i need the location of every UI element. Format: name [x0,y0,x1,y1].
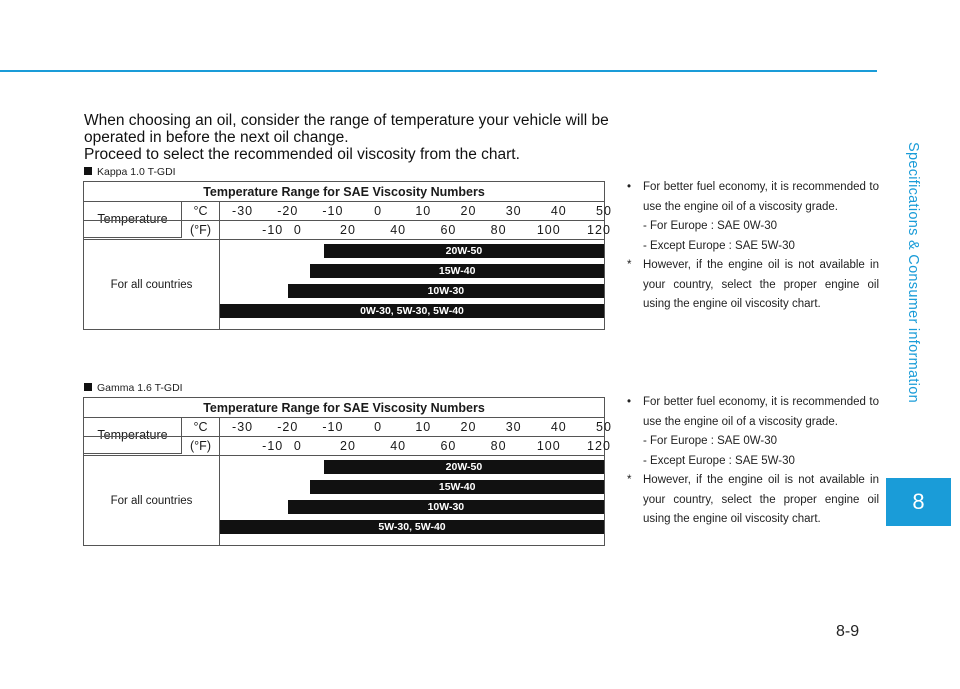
viscosity-table-kappa [83,181,612,330]
celsius-tick: 10 [415,204,432,218]
celsius-tick: 20 [460,420,477,434]
celsius-tick: -20 [277,204,299,218]
intro-line: operated in before the next oil change. [84,129,349,146]
fahrenheit-tick: 120 [587,223,611,237]
intro-text [84,112,624,163]
note-except-europe [623,237,879,257]
note-economy [623,393,879,432]
celsius-tick: 40 [550,420,567,434]
celsius-unit: °C [182,202,220,220]
viscosity-bar: 10W-30 [288,284,604,298]
note-except-europe [623,452,879,472]
fahrenheit-tick: 100 [536,223,561,237]
note-europe [623,217,879,237]
intro-line: When choosing an oil, consider the range of temperature your vehicle will be [84,112,609,129]
viscosity-bar: 15W-40 [310,480,604,494]
asterisk-icon: * [627,474,632,486]
bullet-icon: • [627,181,632,193]
celsius-row [84,202,612,221]
celsius-tick: -30 [232,204,254,218]
country-label: For all countries [84,240,220,329]
note-text: However, if the engine oil is not available in your country, select the proper engine oil using the engine oil viscosity chart. [643,259,879,310]
intro-line: Proceed to select the recommended oil viscosity from the chart. [84,146,520,163]
viscosity-bar: 10W-30 [288,500,604,514]
celsius-row [84,418,612,437]
celsius-tick: 20 [460,204,477,218]
engine-label-kappa [84,166,176,178]
celsius-tick: 50 [596,420,612,434]
note-text: However, if the engine oil is not available in your country, select the proper engine oil using the engine oil viscosity chart. [643,474,879,525]
header-rule [0,70,877,72]
engine-name: Gamma 1.6 T-GDI [97,382,183,394]
chapter-tab[interactable]: 8 [886,478,951,526]
viscosity-bar: 15W-40 [310,264,604,278]
temperature-label: Temperature [84,417,182,454]
fahrenheit-tick: 80 [490,439,507,453]
celsius-tick: -10 [322,204,344,218]
fahrenheit-tick: -10 [262,439,284,453]
fahrenheit-row [84,221,611,239]
fahrenheit-tick: 0 [293,439,302,453]
viscosity-bar: 5W-30, 5W-40 [220,520,604,534]
engine-name: Kappa 1.0 T-GDI [97,166,176,178]
note-however [623,256,879,315]
fahrenheit-unit: (°F) [182,437,220,455]
note-text: For better fuel economy, it is recommended to use the engine oil of a viscosity grade. [643,181,879,213]
note-economy [623,178,879,217]
fahrenheit-tick: 20 [340,223,356,237]
fahrenheit-tick: 40 [390,223,407,237]
celsius-tick: -10 [322,420,344,434]
square-bullet-icon [84,167,92,175]
table-header: Temperature Range for SAE Viscosity Numbers [84,182,604,202]
celsius-tick: 50 [596,204,612,218]
note-text: - For Europe : SAE 0W-30 [643,220,778,232]
viscosity-bar: 20W-50 [324,244,604,258]
section-title: Specifications & Consumer information [905,141,921,403]
viscosity-bar: 0W-30, 5W-30, 5W-40 [220,304,604,318]
celsius-tick: 40 [550,204,567,218]
bullet-icon: • [627,396,632,408]
temperature-label: Temperature [84,201,182,238]
fahrenheit-tick: -10 [262,223,284,237]
fahrenheit-tick: 20 [340,439,356,453]
notes-gamma [623,393,879,530]
note-europe [623,432,879,452]
note-text: For better fuel economy, it is recommended to use the engine oil of a viscosity grade. [643,396,879,428]
fahrenheit-row [84,437,611,455]
celsius-tick: -20 [277,420,299,434]
celsius-tick: 10 [415,420,432,434]
asterisk-icon: * [627,259,632,271]
celsius-tick: 30 [505,204,522,218]
viscosity-table-gamma [83,397,612,546]
fahrenheit-unit: (°F) [182,221,220,239]
fahrenheit-tick: 100 [536,439,561,453]
fahrenheit-tick: 40 [390,439,407,453]
country-label: For all countries [84,456,220,545]
celsius-tick: 0 [374,420,383,434]
celsius-tick: 30 [505,420,522,434]
celsius-tick: 0 [374,204,383,218]
table-header: Temperature Range for SAE Viscosity Numbers [84,398,604,418]
note-text: - Except Europe : SAE 5W-30 [643,239,795,252]
square-bullet-icon [84,383,92,391]
engine-label-gamma [84,382,183,394]
celsius-unit: °C [182,418,220,436]
fahrenheit-tick: 0 [293,223,302,237]
fahrenheit-tick: 60 [440,439,457,453]
celsius-tick: -30 [232,420,254,434]
notes-kappa [623,178,879,315]
note-text: - Except Europe : SAE 5W-30 [643,454,795,467]
fahrenheit-tick: 60 [440,223,457,237]
fahrenheit-tick: 80 [490,223,507,237]
note-however [623,471,879,530]
page-number: 8-9 [836,623,860,640]
fahrenheit-tick: 120 [587,439,611,453]
viscosity-bar: 20W-50 [324,460,604,474]
note-text: - For Europe : SAE 0W-30 [643,435,778,447]
